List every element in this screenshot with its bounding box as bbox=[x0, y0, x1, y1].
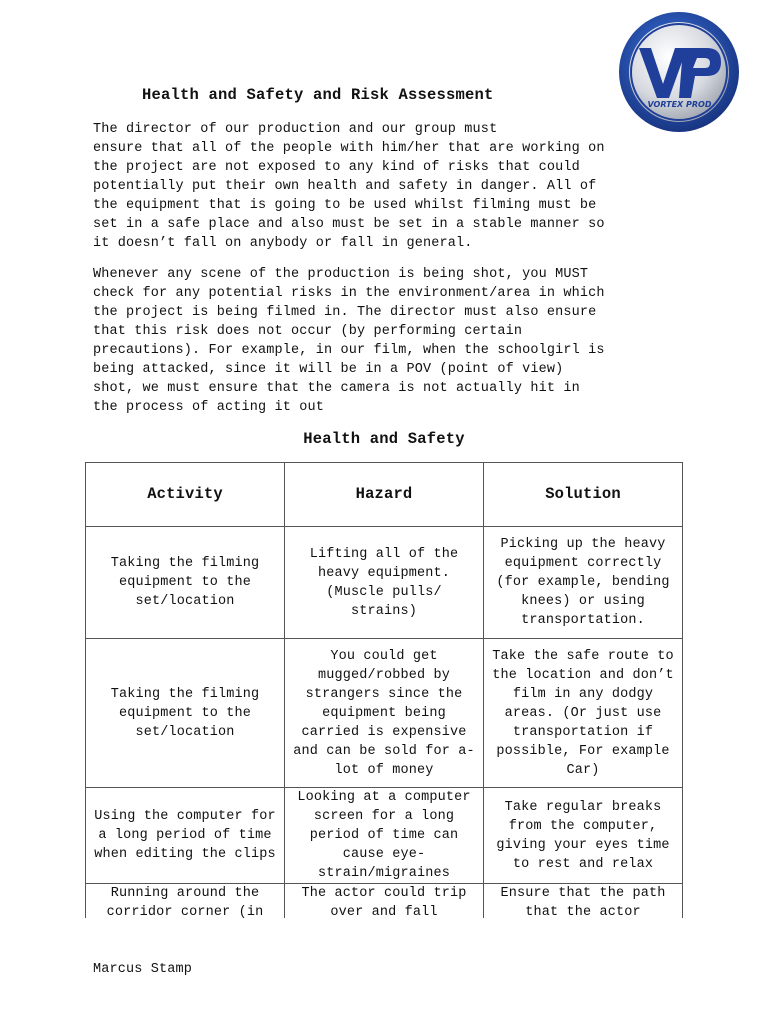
activity-cell: Taking the filming equipment to the set/location bbox=[86, 527, 285, 639]
header-solution: Solution bbox=[484, 463, 683, 527]
paragraph-line: Whenever any scene of the production is being shot, you MUST bbox=[93, 267, 589, 282]
paragraph-line: set in a safe place and also must be set in a stable manner so bbox=[93, 217, 605, 232]
hazard-cell: Lifting all of the heavy equipment. (Muscle pulls/ strains) bbox=[285, 527, 484, 639]
solution-cell: Ensure that the path that the actor bbox=[484, 884, 683, 919]
table-row bbox=[86, 884, 683, 919]
paragraph-line: precautions). For example, in our film, when the schoolgirl is bbox=[93, 343, 605, 358]
activity-cell: Running around the corridor corner (in bbox=[86, 884, 285, 919]
solution-cell: Picking up the heavy equipment correctly (for example, bending knees) or using transportation. bbox=[484, 527, 683, 639]
paragraph-line: potentially put their own health and safety in danger. All of bbox=[93, 179, 597, 194]
paragraph-line: the equipment that is going to be used whilst filming must be bbox=[93, 198, 597, 213]
header-activity: Activity bbox=[86, 463, 285, 527]
paragraph-line: shot, we must ensure that the camera is not actually hit in bbox=[93, 381, 580, 396]
table-header-row bbox=[86, 463, 683, 527]
vortex-prod-logo bbox=[617, 10, 741, 134]
paragraph-line: that this risk does not occur (by performing certain bbox=[93, 324, 523, 339]
logo-brand-text: VORTEX PROD. bbox=[647, 100, 715, 109]
paragraph-line: ensure that all of the people with him/her that are working on bbox=[93, 141, 605, 156]
table-row bbox=[86, 527, 683, 639]
activity-cell: Taking the filming equipment to the set/location bbox=[86, 639, 285, 788]
header-hazard: Hazard bbox=[285, 463, 484, 527]
solution-cell: Take the safe route to the location and don’t film in any dodgy areas. (Or just use transportation if possible, For example Car) bbox=[484, 639, 683, 788]
intro-paragraph bbox=[93, 120, 683, 253]
document-title: Health and Safety and Risk Assessment bbox=[142, 86, 494, 104]
hazard-cell: The actor could trip over and fall bbox=[285, 884, 484, 919]
health-safety-table bbox=[85, 462, 683, 918]
paragraph-line: The director of our production and our group must bbox=[93, 122, 498, 137]
risk-paragraph bbox=[93, 265, 683, 417]
hazard-cell: Looking at a computer screen for a long period of time can cause eye-strain/migraines bbox=[285, 788, 484, 884]
paragraph-line: check for any potential risks in the environment/area in which bbox=[93, 286, 605, 301]
activity-cell: Using the computer for a long period of time when editing the clips bbox=[86, 788, 285, 884]
table-row bbox=[86, 639, 683, 788]
health-safety-table-container bbox=[85, 462, 683, 918]
paragraph-line: the process of acting it out bbox=[93, 400, 325, 415]
paragraph-line: it doesn’t fall on anybody or fall in general. bbox=[93, 236, 473, 251]
solution-cell: Take regular breaks from the computer, giving your eyes time to rest and relax bbox=[484, 788, 683, 884]
hazard-cell: You could get mugged/robbed by strangers since the equipment being carried is expensive and can be sold for a-lot of money bbox=[285, 639, 484, 788]
paragraph-line: the project are not exposed to any kind of risks that could bbox=[93, 160, 580, 175]
author-footer: Marcus Stamp bbox=[93, 962, 193, 977]
table-row bbox=[86, 788, 683, 884]
paragraph-line: the project is being filmed in. The director must also ensure bbox=[93, 305, 597, 320]
table-title: Health and Safety bbox=[303, 430, 465, 448]
paragraph-line: being attacked, since it will be in a POV (point of view) bbox=[93, 362, 564, 377]
